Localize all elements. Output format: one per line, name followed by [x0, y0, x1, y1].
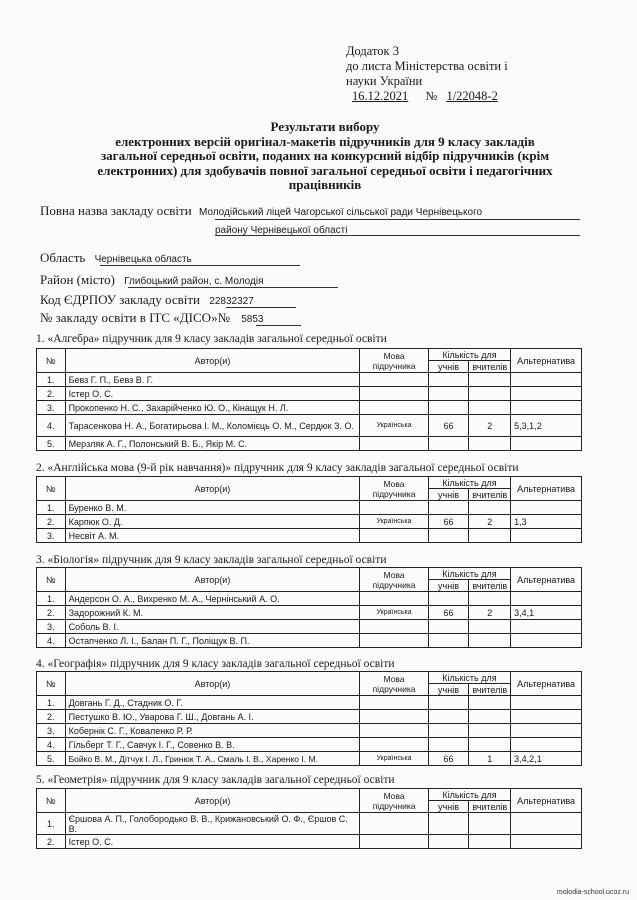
row-lang: Українська: [360, 752, 428, 766]
oblast-field: [40, 250, 192, 266]
row-students: [428, 501, 469, 515]
col-header-qty: Кількість для: [428, 477, 510, 489]
row-num: 1.: [37, 373, 66, 387]
col-header-qty: Кількість для: [428, 349, 510, 361]
row-alt: [511, 529, 582, 543]
row-teachers: [469, 620, 511, 634]
row-lang: [360, 592, 428, 606]
table-row: [37, 415, 582, 437]
row-teachers: [469, 835, 511, 849]
col-header-students: учнів: [428, 684, 469, 696]
edrpou-value: 22832327: [209, 296, 254, 307]
school-name-field: [40, 203, 482, 219]
row-students: [428, 696, 469, 710]
row-author: Соболь В. І.: [65, 620, 360, 634]
row-alt: [511, 373, 582, 387]
col-header-teachers: вчителів: [469, 361, 511, 373]
row-alt: [511, 592, 582, 606]
section-title-geography: 4. «Географія» підручник для 9 класу закладів загальної середньої освіти: [36, 658, 395, 670]
appendix-header: [346, 44, 508, 104]
row-num: 3.: [37, 529, 66, 543]
row-num: 4.: [37, 634, 66, 648]
edrpou-field: [40, 292, 254, 308]
row-students: [428, 710, 469, 724]
row-author: Пестушко В. Ю., Уварова Г. Ш., Довгань А. І.: [65, 710, 360, 724]
row-alt: [511, 501, 582, 515]
row-lang: [360, 710, 428, 724]
rayon-value: Глибоцький район, с. Молодія: [124, 276, 264, 287]
row-alt: [511, 620, 582, 634]
row-lang: [360, 387, 428, 401]
table-row: [37, 401, 582, 415]
letter-number-prefix: №: [425, 89, 438, 103]
row-lang: [360, 501, 428, 515]
col-header-qty: Кількість для: [428, 672, 510, 684]
row-alt: [511, 835, 582, 849]
col-header-alt: Альтернатива: [511, 568, 582, 592]
row-lang: [360, 620, 428, 634]
row-students: [428, 724, 469, 738]
its-value: 5853: [241, 314, 264, 325]
row-lang: [360, 813, 428, 835]
oblast-value: Чернівецька область: [94, 254, 192, 265]
row-author: Єршова А. П., Голобородько В. В., Крижановський О. Ф., Єршов С. В.: [65, 813, 360, 835]
row-students: 66: [428, 752, 469, 766]
row-students: [428, 437, 469, 451]
col-header-author: Автор(и): [65, 789, 360, 813]
col-header-lang: Мова підручника: [360, 789, 428, 813]
row-alt: 1,3: [511, 515, 582, 529]
row-num: 2.: [37, 515, 66, 529]
row-num: 5.: [37, 437, 66, 451]
row-teachers: [469, 634, 511, 648]
school-name-label: Повна назва закладу освіти: [40, 203, 192, 218]
row-num: 3.: [37, 724, 66, 738]
table-row: [37, 634, 582, 648]
school-name-value-2: району Чернівецької області: [215, 225, 348, 236]
row-author: Карпюк О. Д.: [65, 515, 360, 529]
row-teachers: [469, 724, 511, 738]
col-header-lang: Мова підручника: [360, 349, 428, 373]
col-header-qty: Кількість для: [428, 568, 510, 580]
table-row: [37, 501, 582, 515]
table-row: [37, 738, 582, 752]
table-english: [36, 476, 582, 543]
row-author: Тарасенкова Н. А., Богатирьова І. М., Коломієць О. М., Сердюк З. О.: [65, 415, 360, 437]
title-line-2: електронних версій оригінал-макетів підручників для 9 класу закладів: [115, 133, 535, 149]
col-header-alt: Альтернатива: [511, 789, 582, 813]
row-alt: 3,4,2,1: [511, 752, 582, 766]
col-header-students: учнів: [428, 580, 469, 592]
col-header-lang: Мова підручника: [360, 672, 428, 696]
row-alt: [511, 696, 582, 710]
row-alt: [511, 738, 582, 752]
row-author: Прокопенко Н. С., Захарійченко Ю. О., Кінащук Н. Л.: [65, 401, 360, 415]
row-teachers: [469, 501, 511, 515]
table-row: [37, 606, 582, 620]
row-lang: [360, 634, 428, 648]
table-row: [37, 620, 582, 634]
row-students: [428, 373, 469, 387]
table-biology: [36, 567, 582, 648]
row-num: 1.: [37, 696, 66, 710]
table-row: [37, 515, 582, 529]
row-students: [428, 529, 469, 543]
row-teachers: 2: [469, 415, 511, 437]
row-num: 2.: [37, 835, 66, 849]
edrpou-label: Код ЄДРПОУ закладу освіти: [40, 292, 201, 307]
row-teachers: [469, 696, 511, 710]
row-num: 2.: [37, 606, 66, 620]
title-line-5: працівників: [288, 177, 362, 192]
row-alt: [511, 387, 582, 401]
row-students: [428, 592, 469, 606]
table-row: [37, 529, 582, 543]
row-students: [428, 387, 469, 401]
row-author: Буренко В. М.: [65, 501, 360, 515]
row-author: Гільберг Т. Г., Савчук І. Г., Совенко В. В.: [65, 738, 360, 752]
school-name-underline: [215, 219, 580, 220]
row-lang: [360, 835, 428, 849]
row-teachers: [469, 401, 511, 415]
row-teachers: [469, 710, 511, 724]
appendix-line-1: Додаток 3: [346, 44, 399, 58]
col-header-num: №: [37, 349, 66, 373]
col-header-author: Автор(и): [65, 349, 360, 373]
row-author: Остапченко Л. І., Балан П. Г., Поліщук В. П.: [65, 634, 360, 648]
row-num: 1.: [37, 501, 66, 515]
oblast-underline: [100, 265, 300, 266]
col-header-alt: Альтернатива: [511, 477, 582, 501]
table-row: [37, 387, 582, 401]
row-alt: [511, 634, 582, 648]
row-lang: [360, 724, 428, 738]
col-header-num: №: [37, 568, 66, 592]
row-alt: [511, 724, 582, 738]
row-students: 66: [428, 606, 469, 620]
letter-date: 16.12.2021: [352, 89, 409, 103]
col-header-students: учнів: [428, 361, 469, 373]
col-header-students: учнів: [428, 489, 469, 501]
row-author: Мерзляк А. Г., Полонський В. Б., Якір М. С.: [65, 437, 360, 451]
row-author: Істер О. С.: [65, 835, 360, 849]
col-header-lang: Мова підручника: [360, 477, 428, 501]
row-teachers: [469, 387, 511, 401]
row-alt: [511, 813, 582, 835]
row-teachers: [469, 373, 511, 387]
row-lang: [360, 738, 428, 752]
rayon-label: Район (місто): [40, 272, 115, 287]
row-students: [428, 835, 469, 849]
col-header-students: учнів: [428, 801, 469, 813]
oblast-label: Область: [40, 250, 86, 265]
document-title: [55, 120, 595, 193]
section-title-biology: 3. «Біологія» підручник для 9 класу закладів загальної середньої освіти: [36, 554, 387, 566]
table-row: [37, 752, 582, 766]
row-teachers: [469, 529, 511, 543]
col-header-alt: Альтернатива: [511, 349, 582, 373]
col-header-author: Автор(и): [65, 568, 360, 592]
row-students: [428, 738, 469, 752]
row-alt: 5,3,1,2: [511, 415, 582, 437]
col-header-author: Автор(и): [65, 477, 360, 501]
row-students: [428, 401, 469, 415]
row-num: 2.: [37, 387, 66, 401]
row-students: 66: [428, 515, 469, 529]
row-author: Несвіт А. М.: [65, 529, 360, 543]
table-row: [37, 813, 582, 835]
row-alt: [511, 710, 582, 724]
col-header-teachers: вчителів: [469, 801, 511, 813]
row-teachers: [469, 738, 511, 752]
row-num: 5.: [37, 752, 66, 766]
row-num: 1.: [37, 813, 66, 835]
row-students: 66: [428, 415, 469, 437]
rayon-underline: [128, 287, 338, 288]
row-teachers: 1: [469, 752, 511, 766]
title-line-1: Результати вибору: [270, 119, 380, 134]
rayon-field: [40, 272, 263, 288]
table-geometry: [36, 788, 582, 849]
col-header-teachers: вчителів: [469, 684, 511, 696]
its-underline: [256, 325, 301, 326]
section-title-geometry: 5. «Геометрія» підручник для 9 класу закладів загальної середньої освіти: [36, 774, 395, 786]
appendix-line-2: до листа Міністерства освіти і: [346, 59, 508, 73]
col-header-num: №: [37, 672, 66, 696]
row-lang: [360, 401, 428, 415]
title-line-3: загальної середньої освіти, поданих на конкурсний відбір підручників (крім: [100, 148, 550, 163]
edrpou-underline: [226, 307, 296, 308]
col-header-alt: Альтернатива: [511, 672, 582, 696]
table-algebra: [36, 348, 582, 451]
school-name-underline-2: [215, 235, 580, 236]
appendix-line-3: науки України: [346, 74, 423, 88]
table-row: [37, 373, 582, 387]
row-author: Андерсон О. А., Вихренко М. А., Чернінський А. О.: [65, 592, 360, 606]
row-alt: [511, 437, 582, 451]
letter-number: 1/22048-2: [446, 89, 498, 103]
row-author: Бойко В. М., Дітчук І. Л., Гринюк Т. А., Смаль І. В., Харенко І. М.: [65, 752, 360, 766]
row-num: 3.: [37, 401, 66, 415]
row-lang: [360, 373, 428, 387]
col-header-qty: Кількість для: [428, 789, 510, 801]
table-row: [37, 710, 582, 724]
section-title-english: 2. «Англійська мова (9-й рік навчання)» підручник для 9 класу закладів загальної середньої освіти: [36, 462, 519, 474]
row-students: [428, 634, 469, 648]
col-header-lang: Мова підручника: [360, 568, 428, 592]
row-author: Бевз Г. П., Бевз В. Г.: [65, 373, 360, 387]
col-header-teachers: вчителів: [469, 489, 511, 501]
its-field: [40, 310, 263, 326]
row-author: Кобернік С. Г., Коваленко Р. Р.: [65, 724, 360, 738]
row-students: [428, 813, 469, 835]
table-row: [37, 835, 582, 849]
row-lang: [360, 437, 428, 451]
row-num: 4.: [37, 738, 66, 752]
row-students: [428, 620, 469, 634]
row-num: 3.: [37, 620, 66, 634]
col-header-num: №: [37, 477, 66, 501]
col-header-num: №: [37, 789, 66, 813]
row-alt: [511, 401, 582, 415]
row-lang: [360, 696, 428, 710]
col-header-teachers: вчителів: [469, 580, 511, 592]
row-author: Довгань Г. Д., Стадник О. Г.: [65, 696, 360, 710]
row-teachers: [469, 813, 511, 835]
table-row: [37, 696, 582, 710]
row-num: 2.: [37, 710, 66, 724]
table-geography: [36, 671, 582, 766]
its-label: № закладу освіти в ІТС «ДІСО»№: [40, 310, 230, 325]
row-lang: Українська: [360, 606, 428, 620]
col-header-author: Автор(и): [65, 672, 360, 696]
row-author: Істер О. С.: [65, 387, 360, 401]
table-row: [37, 724, 582, 738]
row-teachers: 2: [469, 606, 511, 620]
row-num: 1.: [37, 592, 66, 606]
appendix-date-line: [346, 89, 508, 104]
site-watermark: molodia-school.ucoz.ru: [557, 889, 629, 896]
row-teachers: 2: [469, 515, 511, 529]
row-num: 4.: [37, 415, 66, 437]
table-row: [37, 592, 582, 606]
row-teachers: [469, 592, 511, 606]
row-teachers: [469, 437, 511, 451]
title-line-4: електронних) для здобувачів повної загальної середньої освіти і педагогічних: [97, 162, 553, 178]
row-lang: Українська: [360, 515, 428, 529]
row-alt: 3,4,1: [511, 606, 582, 620]
row-author: Задорожний К. М.: [65, 606, 360, 620]
table-row: [37, 437, 582, 451]
row-lang: [360, 529, 428, 543]
row-lang: Українська: [360, 415, 428, 437]
school-name-value: Молодійський ліцей Чагорської сільської ради Чернівецького: [198, 207, 483, 218]
section-title-algebra: 1. «Алгебра» підручник для 9 класу закладів загальної середньої освіти: [36, 333, 387, 345]
